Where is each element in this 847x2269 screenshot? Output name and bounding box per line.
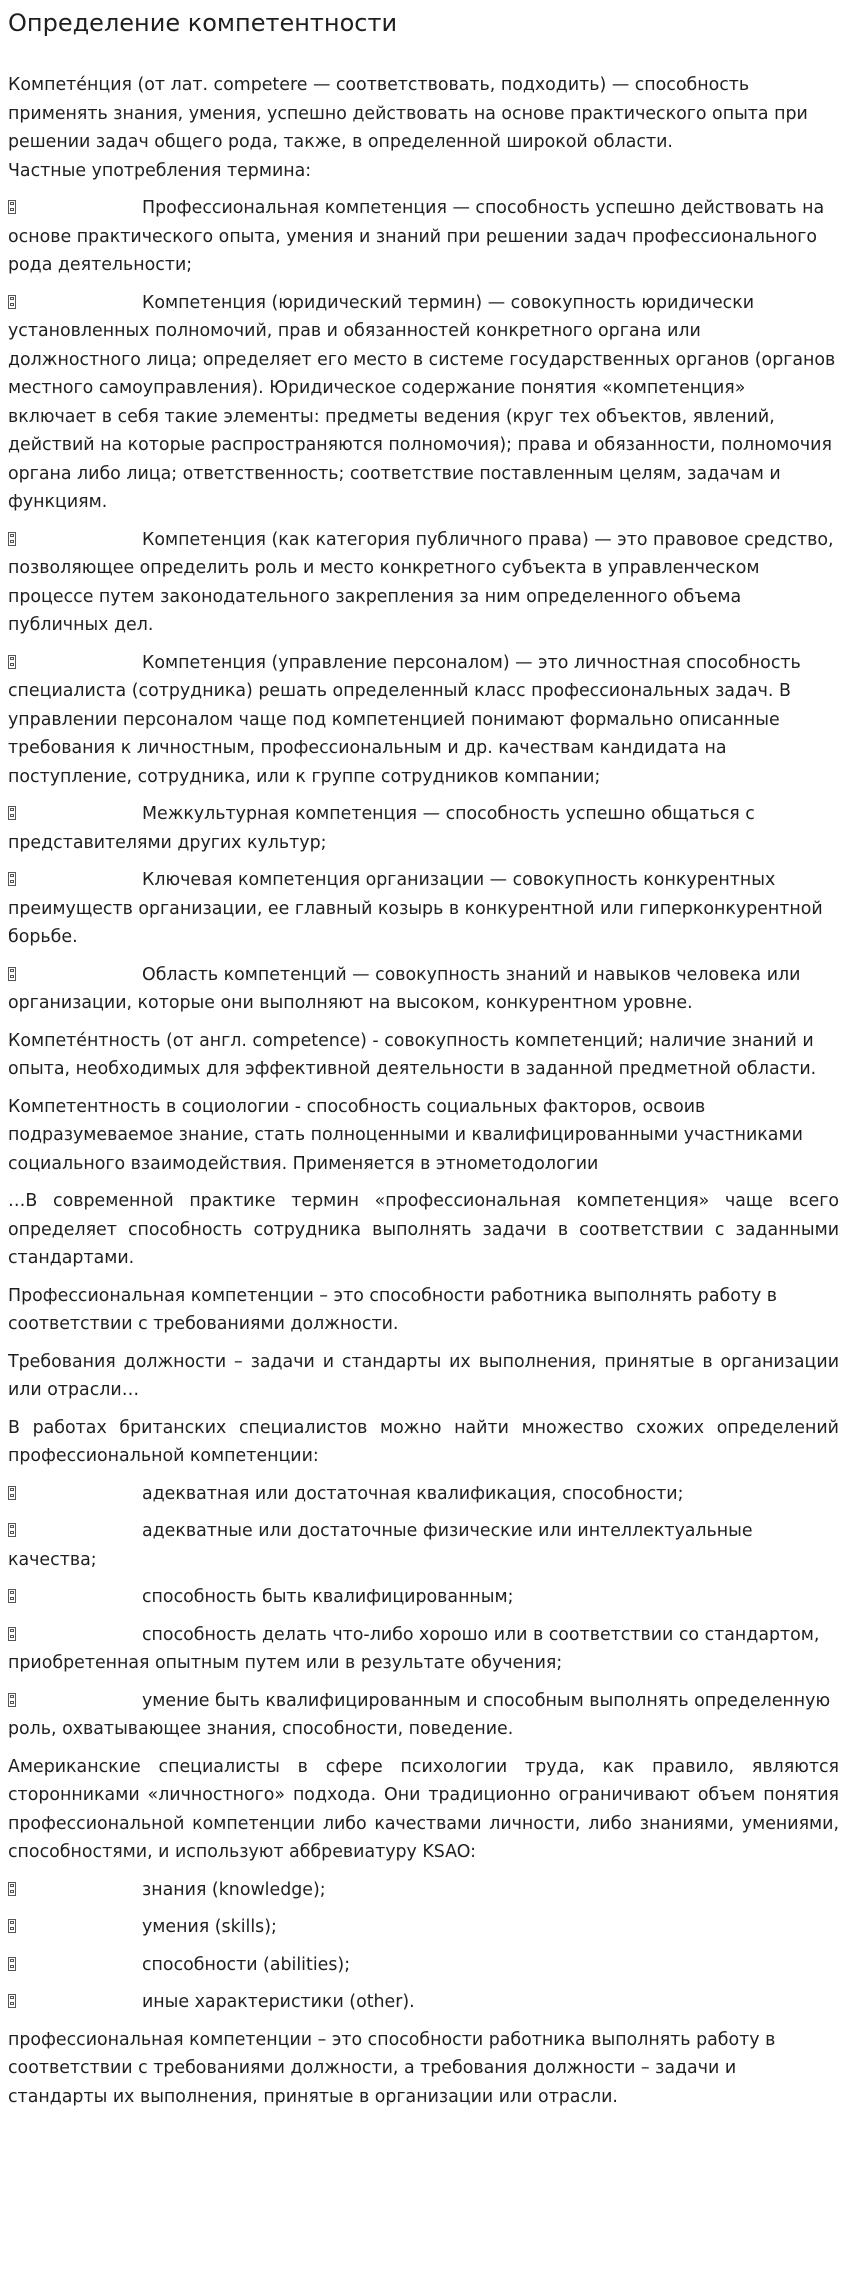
ksao-list (8, 1876, 839, 2017)
bullet-icon (8, 194, 142, 223)
list-item-text: способности (abilities); (142, 1954, 351, 1975)
intro-text: Компете́нция (от лат. competere — соответствовать, подходить) — способность применять знания, умения, успешно действовать на основе практического опыта при решении задач общего рода, также, в определенной широкой области. (8, 75, 808, 152)
bullet-icon (8, 800, 142, 829)
list-item-text: Ключевая компетенция организации — совокупность конкурентных преимуществ организации, ее главный козырь в конкурентной или гиперконкурентной борьбе. (8, 870, 823, 947)
list-item-text: иные характеристики (other). (142, 1992, 415, 2012)
list-item-text: Компетенция (как категория публичного права) — это правовое средство, позволяющее определить роль и место конкретного субъекта в управленческом процессе путем законодательного закрепления за ним определенного объема публичных дел. (8, 529, 834, 635)
list-item (8, 866, 839, 952)
bullet-icon (8, 1876, 142, 1905)
job-requirements-paragraph: Требования должности – задачи и стандарты их выполнения, принятые в организации или отрасли… (8, 1351, 839, 1400)
british-intro-paragraph: В работах британских специалистов можно найти множество схожих определений профессиональной компетенции: (8, 1417, 839, 1466)
bullet-icon (8, 866, 142, 895)
bullet-icon (8, 1480, 142, 1509)
bullet-icon (8, 961, 142, 990)
list-item-text: способность быть квалифицированным; (142, 1587, 514, 1607)
usages-list (8, 194, 839, 1018)
list-item-text: Компетенция (юридический термин) — совокупность юридически установленных полномочий, прав и обязанностей конкретного органа или должностного лица; определяет его место в системе государственных органов (органов местного самоуправления). Юридическое содержание понятия «компетенция» включает в себя такие элементы: предметы ведения (круг тех объектов, явлений, действий на которые распространяются полномочия); права и обязанности, полномочия органа либо лица; ответственность; соответствие поставленным целям, задачам и функциям. (8, 292, 836, 512)
list-item-text: Межкультурная компетенция — способность успешно общаться с представителями других культур; (8, 804, 755, 853)
bullet-icon (8, 1621, 142, 1650)
list-item (8, 1517, 839, 1574)
list-item (8, 1988, 839, 2017)
list-item-text: умение быть квалифицированным и способным выполнять определенную роль, охватывающее знания, способности, поведение. (8, 1690, 831, 1739)
list-item-text: Область компетенций — совокупность знаний и навыков человека или организации, которые они выполняют на высоком, конкурентном уровне. (8, 964, 801, 1013)
bullet-icon (8, 1988, 142, 2017)
list-item-text: адекватная или достаточная квалификация, способности; (142, 1483, 684, 1504)
list-item (8, 961, 839, 1018)
british-list (8, 1480, 839, 1744)
modern-practice-paragraph: …В современной практике термин «профессиональная компетенция» чаще всего определяет способность сотрудника выполнять задачи в соответствии с заданными стандартами. (8, 1191, 839, 1268)
conclusion-paragraph: профессиональная компетенции – это способности работника выполнять работу в соответствии с требованиями должности, а требования должности – задачи и стандарты их выполнения, принятые в организации или отрасли. (8, 2029, 776, 2107)
list-item-text: способность делать что-либо хорошо или в соответствии со стандартом, приобретенная опытным путем или в результате обучения; (8, 1624, 820, 1673)
list-item (8, 649, 839, 792)
list-item (8, 1876, 839, 1905)
list-item (8, 1951, 839, 1980)
list-item (8, 526, 839, 640)
competence-definition: Компете́нтность (от англ. competence) - совокупность компетенций; наличие знаний и опыта, необходимых для эффективной деятельности в заданной предметной области. (8, 1030, 817, 1079)
american-intro-paragraph: Американские специалисты в сфере психологии труда, как правило, являются сторонниками «личностного» подхода. Они традиционно ограничивают объем понятия профессиональной компетенции либо качествами личности, либо знаниями, умениями, способностями, и используют аббревиатуру KSAO: (8, 1756, 839, 1862)
page-title: Определение компетентности (8, 9, 398, 37)
professional-competence-paragraph: Профессиональная компетенции – это способности работника выполнять работу в соответствии с требованиями должности. (8, 1285, 778, 1334)
list-item (8, 1913, 839, 1942)
usage-heading: Частные употребления термина: (8, 160, 312, 181)
list-item-text: Профессиональная компетенция — способность успешно действовать на основе практического опыта, умения и знаний при решении задач профессионального рода деятельности; (8, 198, 825, 275)
sociology-paragraph: Компетентность в социологии - способность социальных факторов, освоив подразумеваемое знание, стать полноценными и квалифицированными участниками социального взаимодействия. Применяется в этнометодологии (8, 1096, 803, 1174)
list-item (8, 289, 839, 517)
bullet-icon (8, 289, 142, 318)
bullet-icon (8, 1583, 142, 1612)
intro-paragraph (8, 71, 839, 157)
list-item (8, 1583, 839, 1612)
bullet-icon (8, 649, 142, 678)
list-item-text: знания (knowledge); (142, 1879, 326, 1900)
list-item (8, 1480, 839, 1509)
bullet-icon (8, 526, 142, 555)
bullet-icon (8, 1951, 142, 1980)
list-item-text: Компетенция (управление персоналом) — это личностная способность специалиста (сотрудника) решать определенный класс профессиональных задач. В управлении персоналом чаще под компетенцией понимают формально описанные требования к личностным, профессиональным и др. качествам кандидата на поступление, сотрудника, или к группе сотрудников компании; (8, 652, 801, 787)
list-item-text: умения (skills); (142, 1917, 277, 1937)
list-item-text: адекватные или достаточные физические или интеллектуальные качества; (8, 1521, 753, 1570)
bullet-icon (8, 1517, 142, 1546)
list-item (8, 194, 839, 280)
list-item (8, 1621, 839, 1678)
bullet-icon (8, 1913, 142, 1942)
bullet-icon (8, 1687, 142, 1716)
list-item (8, 1687, 839, 1744)
list-item (8, 800, 839, 857)
